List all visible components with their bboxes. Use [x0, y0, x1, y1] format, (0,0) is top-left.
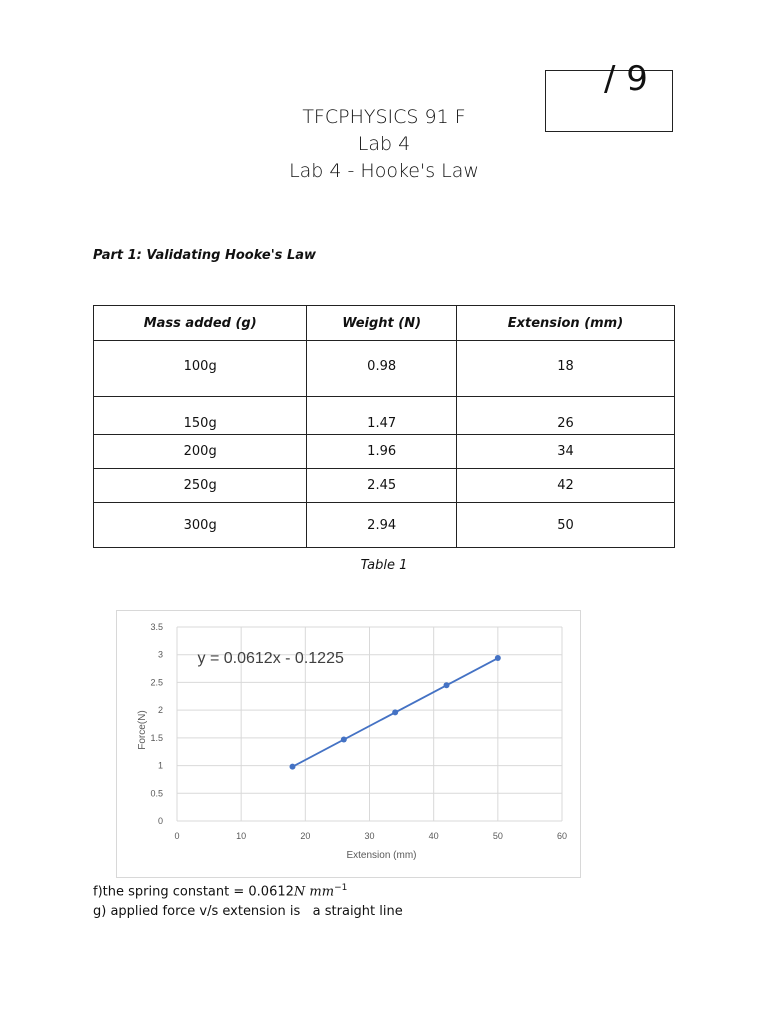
- cell-extension: 18: [456, 341, 674, 397]
- cell-weight: 1.96: [307, 435, 457, 469]
- cell-mass: 150g: [94, 397, 307, 435]
- table-caption: Table 1: [360, 558, 408, 573]
- y-axis-label: Force(N): [137, 710, 148, 750]
- y-tick-label: 2: [157, 705, 163, 716]
- table-row: [94, 341, 675, 397]
- cell-extension: 34: [456, 435, 674, 469]
- header-mass: Mass added (g): [94, 306, 307, 341]
- cell-weight: 0.98: [307, 341, 457, 397]
- table-row: [94, 503, 675, 548]
- results-table: [93, 305, 675, 548]
- lab-number: Lab 4: [357, 133, 411, 155]
- header-weight: Weight (N): [307, 306, 457, 341]
- chart-svg: [117, 611, 580, 877]
- x-tick-label: 60: [556, 831, 568, 841]
- y-tick-label: 1.5: [150, 732, 163, 743]
- answer-f-value: 0.0612: [248, 884, 294, 900]
- cell-weight: 1.47: [307, 397, 457, 435]
- x-tick-label: 30: [364, 831, 375, 841]
- y-tick-label: 3.5: [150, 622, 163, 632]
- document-header: [0, 104, 768, 185]
- table-row: [94, 435, 675, 469]
- data-point: [444, 682, 450, 688]
- cell-weight: 2.45: [307, 469, 457, 503]
- answers: [93, 878, 403, 922]
- x-tick-label: 40: [428, 831, 439, 841]
- cell-extension: 50: [456, 503, 674, 548]
- cell-extension: 42: [456, 469, 674, 503]
- table-row: [94, 397, 675, 435]
- score-text: / 9: [604, 59, 648, 99]
- data-point: [290, 764, 296, 770]
- part1-heading: Part 1: Validating Hooke's Law: [93, 248, 317, 263]
- cell-mass: 300g: [94, 503, 307, 548]
- y-tick-label: 0: [157, 816, 163, 826]
- cell-mass: 100g: [94, 341, 307, 397]
- x-tick-label: 0: [174, 831, 180, 841]
- data-point: [495, 655, 501, 661]
- cell-mass: 250g: [94, 469, 307, 503]
- data-point: [341, 737, 347, 743]
- y-tick-label: 1: [157, 760, 163, 771]
- lab-title: Lab 4 - Hooke's Law: [289, 160, 479, 182]
- data-point: [392, 709, 398, 715]
- y-tick-label: 3: [157, 649, 163, 660]
- header-extension: Extension (mm): [456, 306, 674, 341]
- answer-g: g) applied force v/s extension is a straight line: [93, 904, 403, 920]
- cell-extension: 26: [456, 397, 674, 435]
- force-extension-chart: [116, 610, 581, 878]
- x-tick-label: 10: [236, 831, 247, 841]
- answer-f-unit: N mm: [293, 884, 335, 900]
- cell-mass: 200g: [94, 435, 307, 469]
- answer-f-exponent: −1: [334, 883, 348, 893]
- table-row: [94, 469, 675, 503]
- table-header-row: [94, 306, 675, 341]
- y-tick-label: 0.5: [150, 788, 163, 799]
- answer-f: [93, 878, 403, 902]
- cell-weight: 2.94: [307, 503, 457, 548]
- y-tick-label: 2.5: [150, 677, 163, 688]
- answer-f-label: f)the spring constant =: [93, 884, 245, 900]
- trendline-equation: y = 0.0612x - 0.1225: [197, 650, 344, 668]
- course-title: TFCPHYSICS 91 F: [302, 106, 466, 128]
- x-tick-label: 20: [300, 831, 311, 841]
- x-tick-label: 50: [492, 831, 503, 841]
- x-axis-label: Extension (mm): [346, 850, 417, 861]
